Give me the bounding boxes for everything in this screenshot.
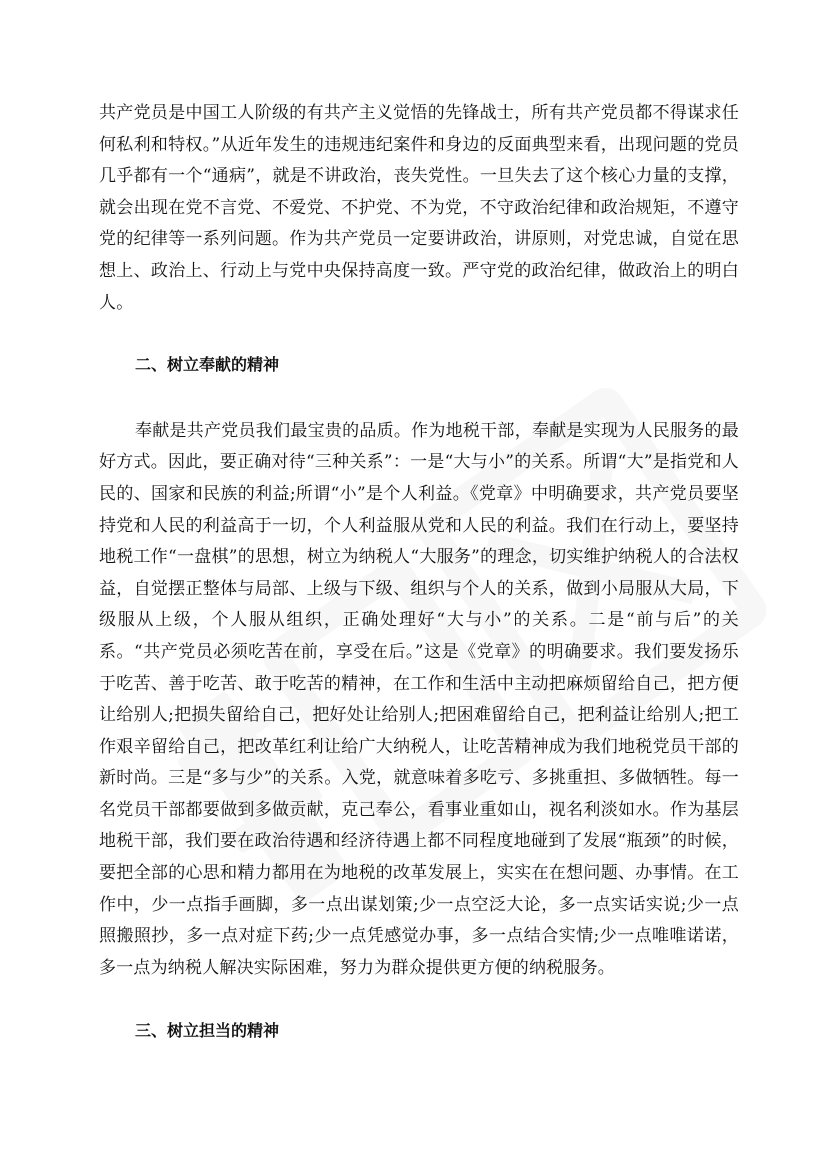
section-heading-3: 三、树立担当的精神 [135, 1021, 280, 1041]
paragraph-1: 共产党员是中国工人阶级的有共产主义觉悟的先锋战士，所有共产党员都不得谋求任何私利和特权。”从近年发生的违规违纪案件和身边的反面典型来看，出现问题的党员几乎都有一个“通病”，就是不讲政治，丧失党性。一旦失去了这个核心力量的支撑，就会出现在党不言党、不爱党、不护党、不为党，不守政治纪律和政治规矩，不遵守党的纪律等一系列问题。作为共产党员一定要讲政治，讲原则，对党忠诚，自觉在思想上、政治上、行动上与党中央保持高度一致。严守党的政治纪律，做政治上的明白人。 [99, 103, 739, 313]
paragraph-2: 奉献是共产党员我们最宝贵的品质。作为地税干部，奉献是实现为人民服务的最好方式。因此，要正确对待“三种关系”：一是“大与小”的关系。所谓“大”是指党和人民的、国家和民族的利益;所谓“小”是个人利益。《党章》中明确要求，共产党员要坚持党和人民的利益高于一切，个人利益服从党和人民的利益。我们在行动上，要坚持地税工作“一盘棋”的思想，树立为纳税人“大服务”的理念，切实维护纳税人的合法权益，自觉摆正整体与局部、上级与下级、组织与个人的关系，做到小局服从大局，下级服从上级，个人服从组织，正确处理好“大与小”的关系。二是“前与后”的关系。“共产党员必须吃苦在前，享受在后。”这是《党章》的明确要求。我们要发扬乐于吃苦、善于吃苦、敢于吃苦的精神，在工作和生活中主动把麻烦留给自己，把方便让给别人;把损失留给自己，把好处让给别人;把困难留给自己，把利益让给别人;把工作艰辛留给自己，把改革红利让给广大纳税人，让吃苦精神成为我们地税党员干部的新时尚。三是“多与少”的关系。入党，就意味着多吃亏、多挑重担、多做牺牲。每一名党员干部都要做到多做贡献，克己奉公，看事业重如山，视名利淡如水。作为基层地税干部，我们要在政治待遇和经济待遇上都不同程度地碰到了发展“瓶颈”的时候，要把全部的心思和精力都用在为地税的改革发展上，实实在在想问题、办事情。在工作中，少一点指手画脚，多一点出谋划策;少一点空泛大论，多一点实话实说;少一点照搬照抄，多一点对症下药;少一点凭感觉办事，多一点结合实情;少一点唯唯诺诺，多一点为纳税人解决实际困难，努力为群众提供更方便的纳税服务。 [99, 420, 739, 978]
section-heading-2: 二、树立奉献的精神 [135, 355, 280, 375]
spacer [99, 381, 739, 416]
spacer [99, 319, 739, 349]
spacer [99, 984, 739, 1015]
document-body [99, 98, 739, 1047]
